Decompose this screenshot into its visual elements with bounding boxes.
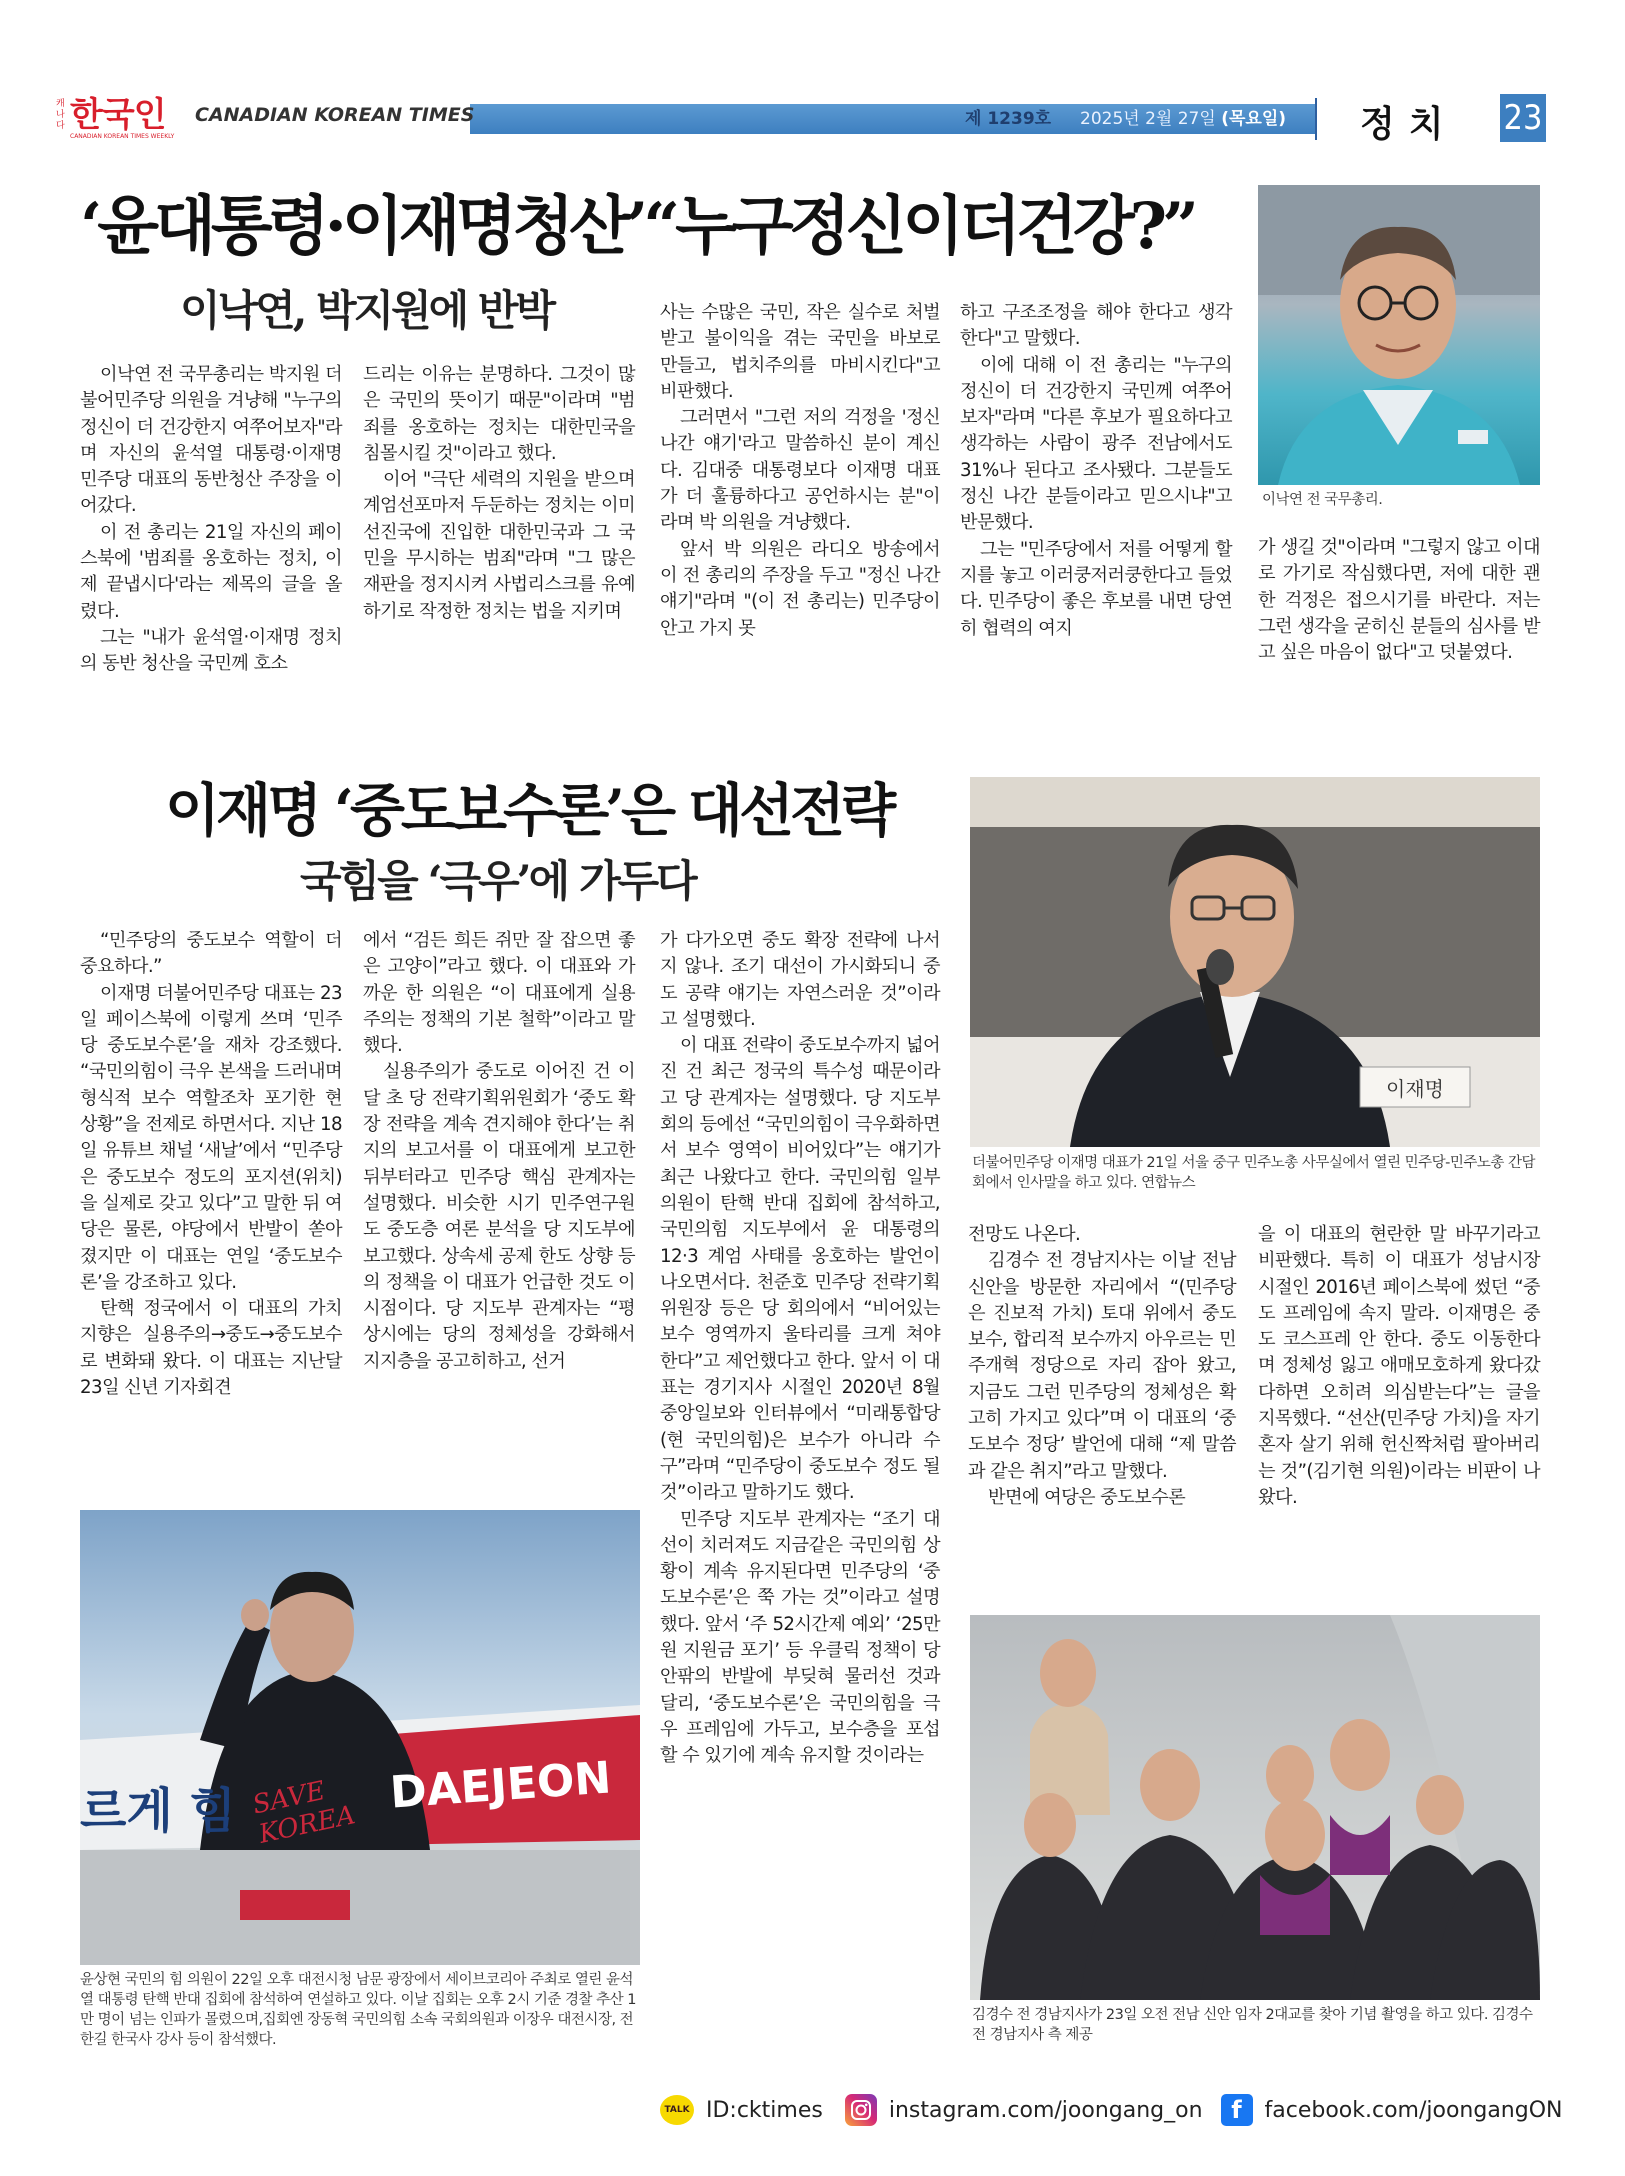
- lee-jaemyung-photo: [970, 777, 1540, 1147]
- article1-col4: [960, 300, 1232, 642]
- issue-number: 제 1239호: [965, 109, 1052, 129]
- rally-caption: 윤상현 국민의 힘 의원이 22일 오후 대전시청 남문 광장에서 세이브코리아 주최로 열린 윤석열 대통령 탄핵 반대 집회에 참석하여 연설하고 있다. 이날 집회는 오후 2시 기준 경찰 추산 1만 명이 넘는 인파가 몰렸으며,집회엔 장동혁 국민의힘 소속 국회의원과 이장우 대전시장, 전한길 한국사 강사 등이 참석했다.: [80, 1972, 636, 2048]
- logo-subtext: CANADIAN KOREAN TIMES WEEKLY: [70, 133, 175, 140]
- paragraph: “민주당의 중도보수 역할이 더 중요하다.”: [80, 930, 342, 978]
- sign-daejeon: DAEJEON: [388, 1752, 613, 1819]
- paragraph: 민주당 지도부 관계자는 “조기 대선이 치러져도 지금같은 국민의힘 상황이 계속 유지된다면 민주당의 ‘중도보수론’은 쭉 가는 것”이라고 설명했다. 앞서 ‘주 52시간제 예외’ ‘25만원 지원금 포기’ 등 우클릭 정책이 당안팎의 반발에 부딪혀 물러선 것과 달리, ‘중도보수론’은 국민의힘을 극우 프레임에 가두고, 보수층을 포섭할 수 있기에 계속 유지할 것이라는: [660, 1508, 940, 1767]
- page-number: 23: [1500, 94, 1546, 142]
- paragraph: 그러면서 "그런 저의 걱정을 '정신 나간 얘기'라고 말씀하신 분이 계신다. 김대중 대통령보다 이재명 대표가 더 훌륭하다고 공언하시는 분"이라며 박 의원을 겨냥했다.: [660, 407, 940, 534]
- sign-left-text: 르게 힘: [80, 1783, 236, 1839]
- rally-photo: [80, 1510, 640, 1965]
- lee-jaemyung-caption: 더불어민주당 이재명 대표가 21일 서울 중구 민주노총 사무실에서 열린 민주당-민주노총 간담회에서 인사말을 하고 있다. 연합뉴스: [972, 1155, 1536, 1191]
- article1-subhead: 이낙연, 박지원에 반박: [180, 286, 554, 335]
- paragraph: 이에 대해 이 전 총리는 "누구의 정신이 더 건강한지 국민께 여쭈어보자"라며 "다른 후보가 필요하다고 생각하는 사람이 광주 전남에서도 31%나 된다고 조사됐다. 그분들도 정신 나간 분들이라고 믿으시냐"고 반문했다.: [960, 354, 1232, 534]
- paragraph: 을 이 대표의 현란한 말 바꾸기라고 비판했다. 특히 이 대표가 성남시장 시절인 2016년 페이스북에 썼던 “중도 프레임에 속지 말라. 이재명은 중도 코스프레 안 한다. 중도 이동한다며 정체성 잃고 애매모호하게 왔다갔다하면 오히려 의심받는다”는 글을 지목했다. “선산(민주당 가치)을 자기 혼자 살기 위해 헌신짝처럼 팔아버리는 것”(김기현 의원)이라는 비판이 나왔다.: [1258, 1224, 1540, 1508]
- kakaotalk-icon: TALK: [660, 2095, 694, 2125]
- paragraph: 이재명 더불어민주당 대표는 23일 페이스북에 이렇게 쓰며 ‘민주당 중도보수론’을 재차 강조했다. “국민의힘이 극우 본색을 드러내며 형식적 보수 역할조차 포기한 현 상황”을 전제로 하면서다. 지난 18일 유튜브 채널 ‘새날’에서 “민주당은 중도보수 정도의 포지션(위치)을 실제로 갖고 있다”고 말한 뒤 여당은 물론, 야당에서 반발이 쏟아졌지만 이 대표는 연일 ‘중도보수론’을 강조하고 있다.: [80, 982, 342, 1293]
- issue-date: [1080, 104, 1286, 134]
- instagram-link[interactable]: instagram.com/joongang_on: [888, 2097, 1203, 2123]
- paragraph: 이 전 총리는 21일 자신의 페이스북에 '범죄를 옹호하는 정치, 이제 끝냅시다'라는 제목의 글을 올렸다.: [80, 521, 342, 622]
- logo-text: 한국인: [70, 95, 166, 135]
- paragraph: 하고 구조조정을 해야 한다고 생각한다"고 말했다.: [960, 302, 1232, 350]
- paragraph: 탄핵 정국에서 이 대표의 가치 지향은 실용주의→중도→중도보수로 변화돼 왔다. 이 대표는 지난달 23일 신년 기자회견: [80, 1298, 342, 1399]
- group-illustration: [970, 1615, 1540, 2000]
- article2-col2: [363, 928, 635, 1375]
- paragraph: 가 생길 것"이라며 "그렇지 않고 이대로 가기로 작심했다면, 저에 대한 괜한 걱정은 접으시기를 바란다. 저는 그런 생각을 굳히신 분들의 심사를 받고 싶은 마음이 없다"고 덧붙였다.: [1258, 537, 1540, 664]
- portrait-illustration: [1258, 185, 1540, 485]
- article1-col5: [1258, 535, 1540, 666]
- masthead: CANADIAN KOREAN TIMES: [195, 104, 475, 126]
- paragraph: 반면에 여당은 중도보수론: [988, 1486, 1186, 1508]
- paragraph: 그는 "민주당에서 저를 어떻게 할지를 놓고 이러쿵저러쿵한다고 들었다. 민주당이 좋은 후보를 내면 당연히 협력의 여지: [960, 538, 1232, 639]
- paragraph: 이어 "극단 세력의 지원을 받으며 계엄선포마저 두둔하는 정치는 이미 선진국에 진입한 대한민국과 그 국민을 무시하는 범죄"라며 "그 많은 재판을 정지시켜 사법리스크를 유예하기로 작정한 정치는 법을 지키며: [363, 469, 635, 622]
- rally-illustration: [80, 1510, 640, 1965]
- portrait-caption: 이낙연 전 국무총리.: [1262, 492, 1383, 508]
- article1-col2: [363, 362, 635, 625]
- paragraph: 이 대표 전략이 중도보수까지 넓어진 건 최근 정국의 특수성 때문이라고 당 관계자는 설명했다. 당 지도부 회의 등에선 “국민의힘이 극우화하면서 보수 영역이 비어있다”는 얘기가 최근 나왔다고 한다. 국민의힘 일부 의원이 탄핵 반대 집회에 참석하고, 국민의힘 지도부에서 윤 대통령의 12·3 계엄 사태를 옹호하는 발언이 나오면서다. 천준호 민주당 전략기획위원장 등은 당 회의에서 “비어있는 보수 영역까지 울타리를 크게 쳐야 한다”고 제언했다고 한다. 앞서 이 대표는 경기지사 시절인 2020년 8월 중앙일보와 인터뷰에서 “미래통합당(현 국민의힘)은 보수가 아니라 수구”라며 “민주당이 중도보수 정도 될 것”이라고 말하기도 했다.: [660, 1035, 940, 1504]
- weekday-text: (목요일): [1221, 109, 1287, 129]
- paragraph: 그는 "내가 윤석열·이재명 정치의 동반 청산을 국민께 호소: [80, 626, 342, 675]
- group-photo: [970, 1615, 1540, 2000]
- social-footer: [660, 2092, 1563, 2128]
- nameplate: 이재명: [1386, 1077, 1444, 1101]
- date-text: 2025년 2월 27일: [1080, 109, 1216, 129]
- header-divider: [1315, 98, 1317, 140]
- kakao-id[interactable]: ID:cktimes: [706, 2097, 823, 2123]
- facebook-link[interactable]: facebook.com/joongangON: [1264, 2097, 1563, 2123]
- article2-subhead: 국힘을 ‘극우’에 가두다: [300, 857, 695, 907]
- newspaper-logo: [56, 95, 190, 141]
- paragraph: 앞서 박 의원은 라디오 방송에서 이 전 총리의 주장을 두고 "정신 나간 얘기"라며 "(이 전 총리는) 민주당이 안고 가지 못: [660, 538, 940, 639]
- article1-col1: [80, 362, 342, 678]
- paragraph: 에서 “검든 희든 쥐만 잘 잡으면 좋은 고양이”라고 했다. 이 대표와 가까운 한 의원은 “이 대표에게 실용주의는 정책의 기본 철학”이라고 말했다.: [363, 930, 635, 1057]
- paragraph: 사는 수많은 국민, 작은 실수로 처벌받고 불이익을 겪는 국민을 바보로 만들고, 법치주의를 마비시킨다"고 비판했다.: [660, 302, 940, 402]
- article2-col1: [80, 928, 342, 1401]
- facebook-icon: f: [1221, 2094, 1253, 2126]
- paragraph: 드리는 이유는 분명하다. 그것이 많은 국민의 뜻이기 때문"이라며 "범죄를 옹호하는 정치는 대한민국을 침몰시킬 것"이라고 했다.: [363, 364, 635, 464]
- paragraph: 김경수 전 경남지사는 이날 전남 신안을 방문한 자리에서 “(민주당은 진보적 가치) 토대 위에서 중도보수, 합리적 보수까지 아우르는 민주개혁 정당으로 자리 잡아 왔고, 지금도 그런 민주당의 정체성은 확고히 가지고 있다”며 이 대표의 ‘중도보수 정당’ 발언에 대해 “제 말씀과 같은 취지”라고 말했다.: [968, 1250, 1236, 1482]
- logo-side-text: 캐나다: [56, 99, 65, 131]
- article2-col3: [660, 928, 940, 1770]
- group-caption: 김경수 전 경남지사가 23일 오전 전남 신안 임자 2대교를 찾아 기념 촬영을 하고 있다. 김경수 전 경남지사 측 제공: [972, 2007, 1533, 2043]
- article1-headline: ‘윤대통령·이재명청산’“누구정신이더건강?”: [80, 189, 1194, 264]
- portrait-photo: [1258, 185, 1540, 485]
- article1-col3: [660, 300, 940, 642]
- article2-headline: 이재명 ‘중도보수론’은 대선전략: [165, 777, 893, 844]
- section-title: 정치: [1360, 104, 1458, 145]
- article2-col4: [968, 1222, 1236, 1511]
- instagram-icon: [845, 2094, 877, 2126]
- paragraph: 전망도 나온다.: [968, 1224, 1081, 1245]
- sign-save-korea: SAVE KOREA: [250, 1775, 358, 1850]
- paragraph: 가 다가오면 중도 확장 전략에 나서지 않나. 조기 대선이 가시화되니 중도 공략 얘기는 자연스러운 것”이라고 설명했다.: [660, 930, 940, 1030]
- article2-col5: [1258, 1222, 1540, 1511]
- paragraph: 실용주의가 중도로 이어진 건 이달 초 당 전략기획위원회가 ‘중도 확장 전략을 계속 견지해야 한다’는 취지의 보고서를 이 대표에게 보고한 뒤부터라고 민주당 핵심 관계자는 설명했다. 비슷한 시기 민주연구원도 중도층 여론 분석을 당 지도부에 보고했다. 상속세 공제 한도 상향 등의 정책을 이 대표가 언급한 것도 이 시점이다. 당 지도부 관계자는 “평상시에는 당의 정체성을 강화해서 지지층을 공고히하고, 선거: [363, 1061, 635, 1372]
- paragraph: 이낙연 전 국무총리는 박지원 더불어민주당 의원을 겨냥해 "누구의 정신이 더 건강한지 여쭈어보자"라며 자신의 윤석열 대통령·이재명 민주당 대표의 동반청산 주장을 이어갔다.: [80, 364, 342, 517]
